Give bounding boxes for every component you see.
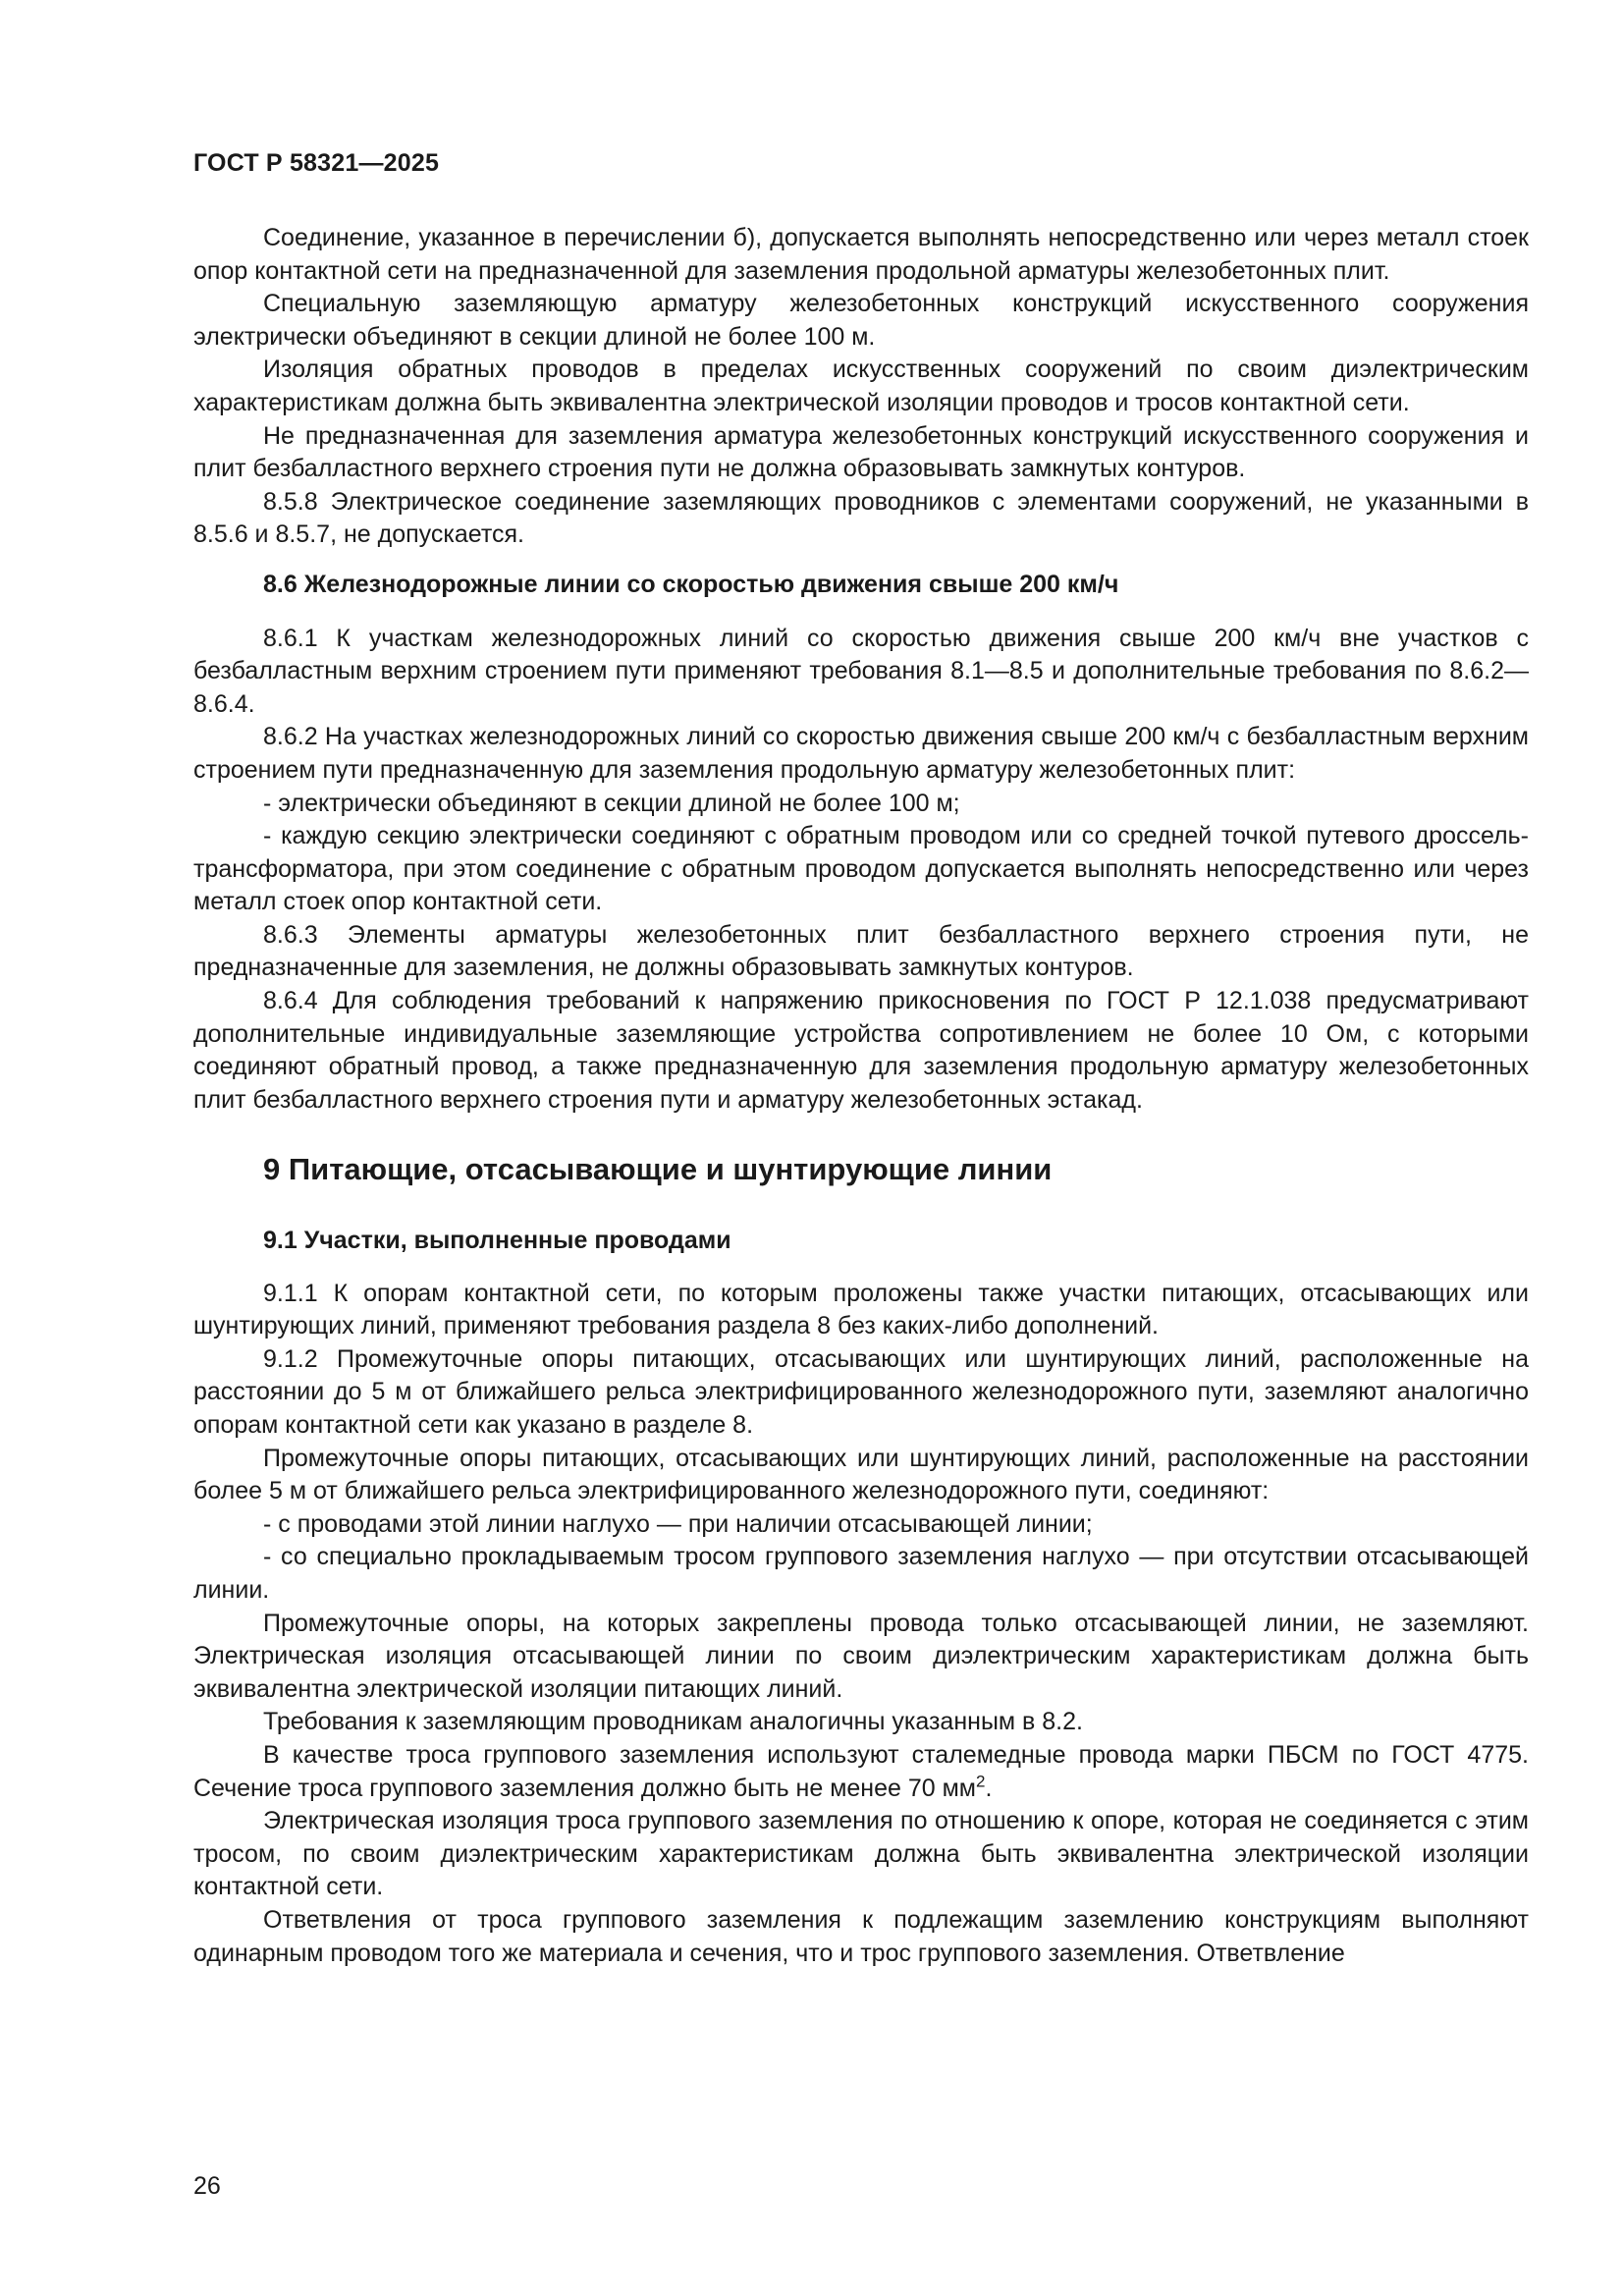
paragraph	[193, 1739, 1529, 1805]
paragraph: 8.6.4 Для соблюдения требований к напряжению прикосновения по ГОСТ Р 12.1.038 предусматривают дополнительные индивидуальные заземляющие устройства сопротивлением не более 10 Ом, с которыми соединяют обратный провод, а также предназначенную для заземления продольную арматуру железобетонных плит безбалластного верхнего строения пути и арматуру железобетонных эстакад.	[193, 987, 1529, 1114]
paragraph: 9.1.1 К опорам контактной сети, по которым проложены также участки питающих, отсасывающих или шунтирующих линий, применяют требования раздела 8 без каких-либо дополнений.	[193, 1279, 1529, 1340]
page-number: 26	[193, 2172, 221, 2200]
paragraph: Промежуточные опоры, на которых закреплены провода только отсасывающей линии, не заземляют. Электрическая изоляция отсасывающей линии по своим диэлектрическим характеристикам должна быть эквивалентна электрической изоляции питающих линий.	[193, 1609, 1529, 1703]
paragraph: Электрическая изоляция троса группового заземления по отношению к опоре, которая не соединяется с этим тросом, по своим диэлектрическим характеристикам должна быть эквивалентна электрической изоляции контактной сети.	[193, 1807, 1529, 1901]
section-heading-9: 9 Питающие, отсасывающие и шунтирующие линии	[263, 1152, 1053, 1187]
paragraph: Промежуточные опоры питающих, отсасывающих или шунтирующих линий, расположенные на расстоянии более 5 м от ближайшего рельса электрифицированного железнодорожного пути, соединяют:	[193, 1444, 1529, 1505]
document-body	[193, 222, 1529, 1970]
paragraph: Изоляция обратных проводов в пределах искусственных сооружений по своим диэлектрическим характеристикам должна быть эквивалентна электрической изоляции проводов и тросов контактной сети.	[193, 355, 1529, 416]
list-item: - каждую секцию электрически соединяют с обратным проводом или со средней точкой путевого дроссель-трансформатора, при этом соединение с обратным проводом допускается выполнять непосредственно или через металл стоек опор контактной сети.	[193, 822, 1529, 916]
paragraph: Требования к заземляющим проводникам аналогичны указанным в 8.2.	[263, 1708, 1083, 1736]
paragraph: 8.6.2 На участках железнодорожных линий со скоростью движения свыше 200 км/ч с безбалластным верхним строением пути предназначенную для заземления продольную арматуру железобетонных плит:	[193, 723, 1529, 784]
paragraph: Соединение, указанное в перечислении б), допускается выполнять непосредственно или через металл стоек опор контактной сети на предназначенной для заземления продольной арматуры железобетонных плит.	[193, 224, 1529, 285]
paragraph: 9.1.2 Промежуточные опоры питающих, отсасывающих или шунтирующих линий, расположенные на расстоянии до 5 м от ближайшего рельса электрифицированного железнодорожного пути, заземляют аналогично опорам контактной сети как указано в разделе 8.	[193, 1344, 1529, 1439]
paragraph: Ответвления от троса группового заземления к подлежащим заземлению конструкциям выполняют одинарным проводом того же материала и сечения, что и трос группового заземления. Ответвление	[193, 1905, 1529, 1967]
paragraph: Специальную заземляющую арматуру железобетонных конструкций искусственного сооружения электрически объединяют в секции длиной не более 100 м.	[193, 290, 1529, 351]
paragraph: 8.6.1 К участкам железнодорожных линий со скоростью движения свыше 200 км/ч вне участков с безбалластным верхним строением пути применяют требования 8.1—8.5 и дополнительные требования по 8.6.2— 8.6.4.	[193, 624, 1529, 718]
list-item: - электрически объединяют в секции длиной не более 100 м;	[263, 789, 960, 817]
superscript: 2	[976, 1772, 986, 1791]
paragraph-end: .	[985, 1774, 993, 1802]
paragraph: 8.6.3 Элементы арматуры железобетонных плит безбалластного верхнего строения пути, не предназначенные для заземления, не должны образовывать замкнутых контуров.	[193, 920, 1529, 982]
list-item: - со специально прокладываемым тросом группового заземления наглухо — при отсутствии отсасывающей линии.	[193, 1543, 1529, 1604]
section-heading-8-6: 8.6 Железнодорожные линии со скоростью движения свыше 200 км/ч	[263, 570, 1119, 598]
list-item: - с проводами этой линии наглухо — при наличии отсасывающей линии;	[263, 1509, 1093, 1538]
paragraph-text: В качестве троса группового заземления используют сталемедные провода марки ПБСМ по ГОСТ 4775. Сечение троса группового заземления должно быть не менее 70 мм	[193, 1740, 1529, 1802]
section-heading-9-1: 9.1 Участки, выполненные проводами	[263, 1227, 731, 1255]
paragraph: 8.5.8 Электрическое соединение заземляющих проводников с элементами сооружений, не указанными в 8.5.6 и 8.5.7, не допускается.	[193, 487, 1529, 549]
paragraph: Не предназначенная для заземления арматура железобетонных конструкций искусственного сооружения и плит безбалластного верхнего строения пути не должна образовывать замкнутых контуров.	[193, 421, 1529, 483]
document-id-header: ГОСТ Р 58321—2025	[193, 149, 440, 177]
